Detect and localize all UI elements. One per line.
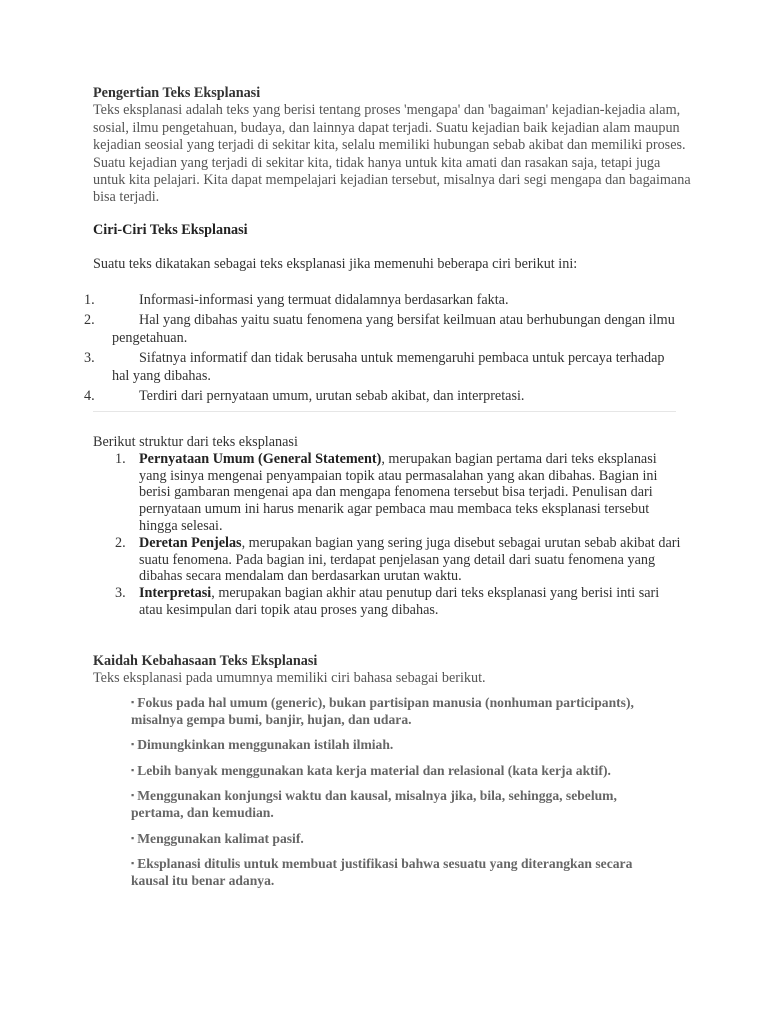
list-text: Hal yang dibahas yaitu suatu fenomena yang bersifat keilmuan atau berhubungan dengan ilmu pengetahuan. bbox=[112, 312, 675, 346]
list-text: Fokus pada hal umum (generic), bukan partisipan manusia (nonhuman participants), misalnya gempa bumi, banjir, hujan, dan udara. bbox=[131, 695, 634, 727]
bullet-icon: ▪ bbox=[131, 790, 135, 801]
list-ciri bbox=[84, 292, 684, 408]
list-item bbox=[131, 830, 671, 848]
list-text: Sifatnya informatif dan tidak berusaha untuk memengaruhi pembaca untuk percaya terhadap hal yang dibahas. bbox=[112, 350, 665, 384]
list-item bbox=[131, 736, 671, 754]
section-struktur bbox=[93, 434, 683, 619]
list-text: , merupakan bagian pertama dari teks eksplanasi yang isinya mengenai penyampaian topik atau permasalahan yang akan dibahas. Bagian ini berisi gambaran mengenai apa dan mengapa fenomena tersebut bisa terjadi. Penulisan dari pernyataan umum ini harus menarik agar pembaca mau membaca teks eksplanasi tersebut hingga selesai. bbox=[139, 450, 658, 534]
list-number: 3. bbox=[115, 585, 126, 602]
list-text: , merupakan bagian akhir atau penutup dari teks eksplanasi yang berisi inti sari atau kesimpulan dari topik atau proses yang dibahas. bbox=[139, 585, 660, 618]
section-kaidah bbox=[93, 653, 693, 688]
list-item bbox=[84, 312, 684, 347]
section-pengertian bbox=[93, 85, 693, 207]
intro-kaidah: Teks eksplanasi pada umumnya memiliki ciri bahasa sebagai berikut. bbox=[93, 670, 486, 687]
list-number: 4. bbox=[84, 388, 95, 405]
heading-pengertian: Pengertian Teks Eksplanasi bbox=[93, 85, 261, 101]
list-text: Eksplanasi ditulis untuk membuat justifikasi bahwa sesuatu yang diterangkan secara kausal itu benar adanya. bbox=[131, 856, 633, 888]
list-item bbox=[131, 694, 671, 728]
list-number: 1. bbox=[84, 292, 95, 308]
divider bbox=[93, 411, 676, 412]
list-item bbox=[93, 585, 683, 619]
list-number: 2. bbox=[84, 312, 95, 329]
bullet-icon: ▪ bbox=[131, 858, 135, 869]
list-number: 2. bbox=[115, 534, 126, 551]
list-kaidah bbox=[131, 694, 671, 897]
list-text: Informasi-informasi yang termuat didalamnya berdasarkan fakta. bbox=[139, 292, 509, 308]
list-text: Menggunakan kalimat pasif. bbox=[137, 830, 304, 846]
list-item bbox=[84, 292, 684, 309]
heading-kaidah: Kaidah Kebahasaan Teks Eksplanasi bbox=[93, 653, 318, 669]
list-number: 1. bbox=[115, 450, 126, 467]
list-item bbox=[131, 787, 671, 821]
list-item bbox=[93, 535, 683, 585]
list-number: 3. bbox=[84, 350, 95, 367]
paragraph-pengertian: Teks eksplanasi adalah teks yang berisi tentang proses 'mengapa' dan 'bagaiman' kejadian-kejadia alam, sosial, ilmu pengetahuan, budaya, dan lainnya dapat terjadi. Suatu kejadian baik kejadian alam maupun kejadian seosial yang terjadi di sekitar kita, selalu memiliki hubungan sebab akibat dan memiliki proses. Suatu kejadian yang terjadi di sekitar kita, tidak hanya untuk kita amati dan rasakan saja, tetapi juga untuk kita pelajari. Kita dapat mempelajari kejadian tersebut, misalnya dari segi mengapa dan bagaimana bisa terjadi. bbox=[93, 102, 691, 206]
list-text: , merupakan bagian yang sering juga disebut sebagai urutan sebab akibat dari suatu fenomena. Pada bagian ini, terdapat penjelasan yang detail dari suatu fenomena yang dibahas secara mendalam dan berdasarkan urutan waktu. bbox=[139, 534, 681, 585]
list-text: Terdiri dari pernyataan umum, urutan sebab akibat, dan interpretasi. bbox=[139, 388, 525, 405]
bullet-icon: ▪ bbox=[131, 739, 135, 750]
bullet-icon: ▪ bbox=[131, 764, 135, 775]
term-interpretasi: Interpretasi bbox=[139, 585, 212, 602]
bullet-icon: ▪ bbox=[131, 697, 135, 707]
list-item bbox=[131, 855, 671, 889]
list-item bbox=[84, 388, 684, 405]
intro-struktur: Berikut struktur dari teks eksplanasi bbox=[93, 434, 298, 450]
bullet-icon: ▪ bbox=[131, 832, 135, 843]
list-item bbox=[93, 451, 683, 535]
term-pernyataan-umum: Pernyataan Umum (General Statement) bbox=[139, 450, 382, 467]
list-item bbox=[131, 762, 671, 780]
heading-ciri: Ciri-Ciri Teks Eksplanasi bbox=[93, 222, 248, 238]
list-item bbox=[84, 350, 684, 385]
list-text: Dimungkinkan menggunakan istilah ilmiah. bbox=[137, 737, 394, 753]
intro-ciri: Suatu teks dikatakan sebagai teks eksplanasi jika memenuhi beberapa ciri berikut ini: bbox=[93, 256, 578, 272]
list-text: Menggunakan konjungsi waktu dan kausal, misalnya jika, bila, sehingga, sebelum, pertama, dan kemudian. bbox=[131, 788, 617, 820]
list-text: Lebih banyak menggunakan kata kerja material dan relasional (kata kerja aktif). bbox=[137, 762, 611, 778]
term-deretan-penjelas: Deretan Penjelas bbox=[139, 534, 242, 551]
